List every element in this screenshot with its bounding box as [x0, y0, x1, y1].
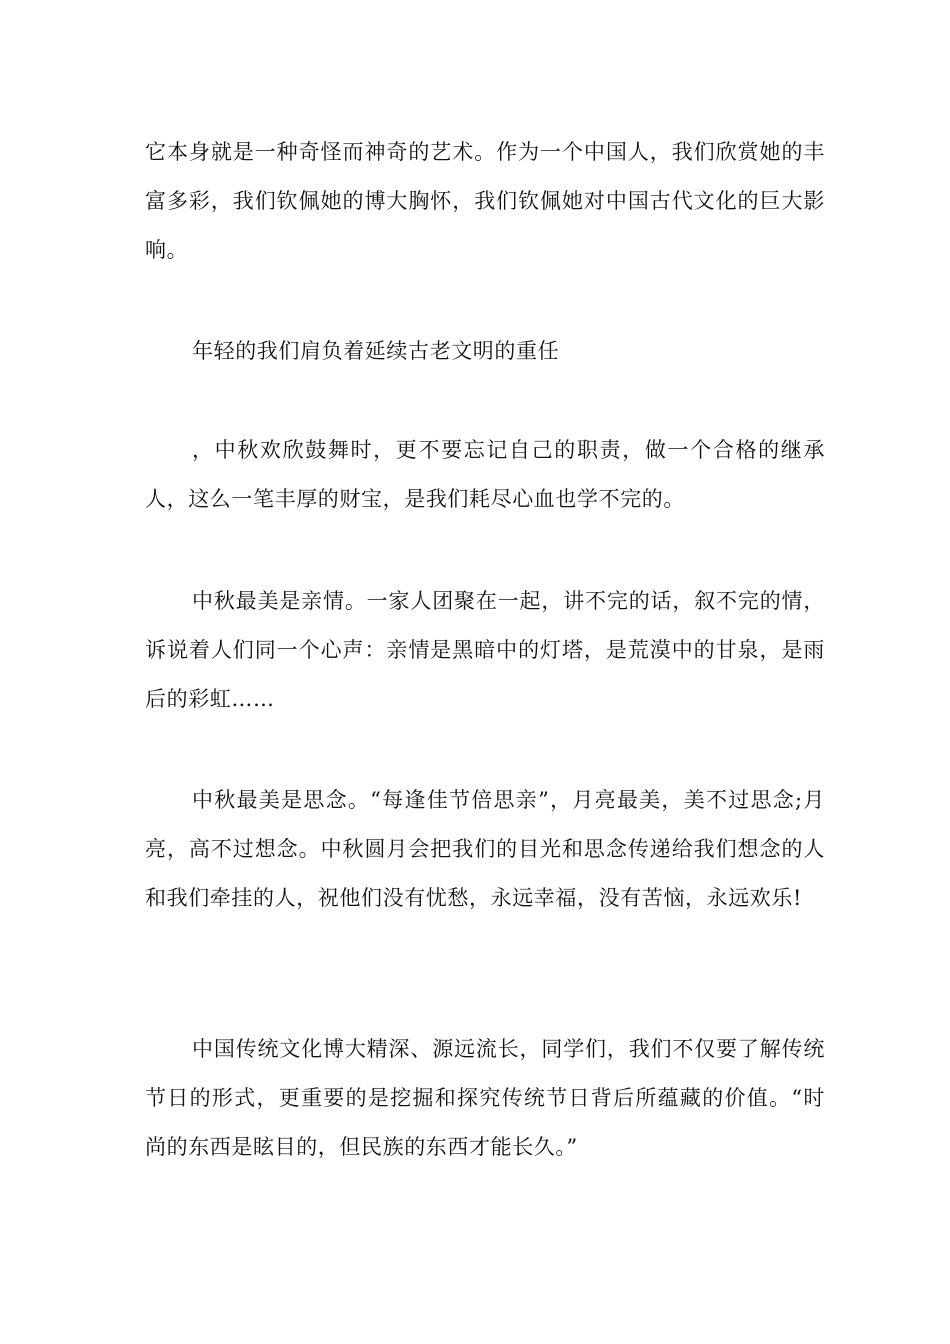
- paragraph-4: 中秋最美是亲情。一家人团聚在一起，讲不完的话，叙不完的情，诉说着人们同一个心声：亲情是黑暗中的灯塔，是荒漠中的甘泉，是雨后的彩虹……: [145, 589, 825, 711]
- paragraph-5: 中秋最美是思念。“每逢佳节倍思亲”，月亮最美，美不过思念;月亮，高不过想念。中秋圆月会把我们的目光和思念传递给我们想念的人和我们牵挂的人，祝他们没有忧愁，永远幸福，没有苦恼，永远欢乐!: [145, 788, 825, 910]
- paragraph-3: ，中秋欢欣鼓舞时，更不要忘记自己的职责，做一个合格的继承人，这么一笔丰厚的财宝，是我们耗尽心血也学不完的。: [145, 438, 825, 511]
- paragraph-2: 年轻的我们肩负着延续古老文明的重任: [192, 339, 560, 363]
- paragraph-1: 它本身就是一种奇怪而神奇的艺术。作为一个中国人，我们欣赏她的丰富多彩，我们钦佩她的博大胸怀，我们钦佩她对中国古代文化的巨大影响。: [145, 140, 825, 262]
- paragraph-6: 中国传统文化博大精深、源远流长，同学们，我们不仅要了解传统节日的形式，更重要的是挖掘和探究传统节日背后所蕴藏的价值。“时尚的东西是眩目的，但民族的东西才能长久。”: [145, 1037, 825, 1159]
